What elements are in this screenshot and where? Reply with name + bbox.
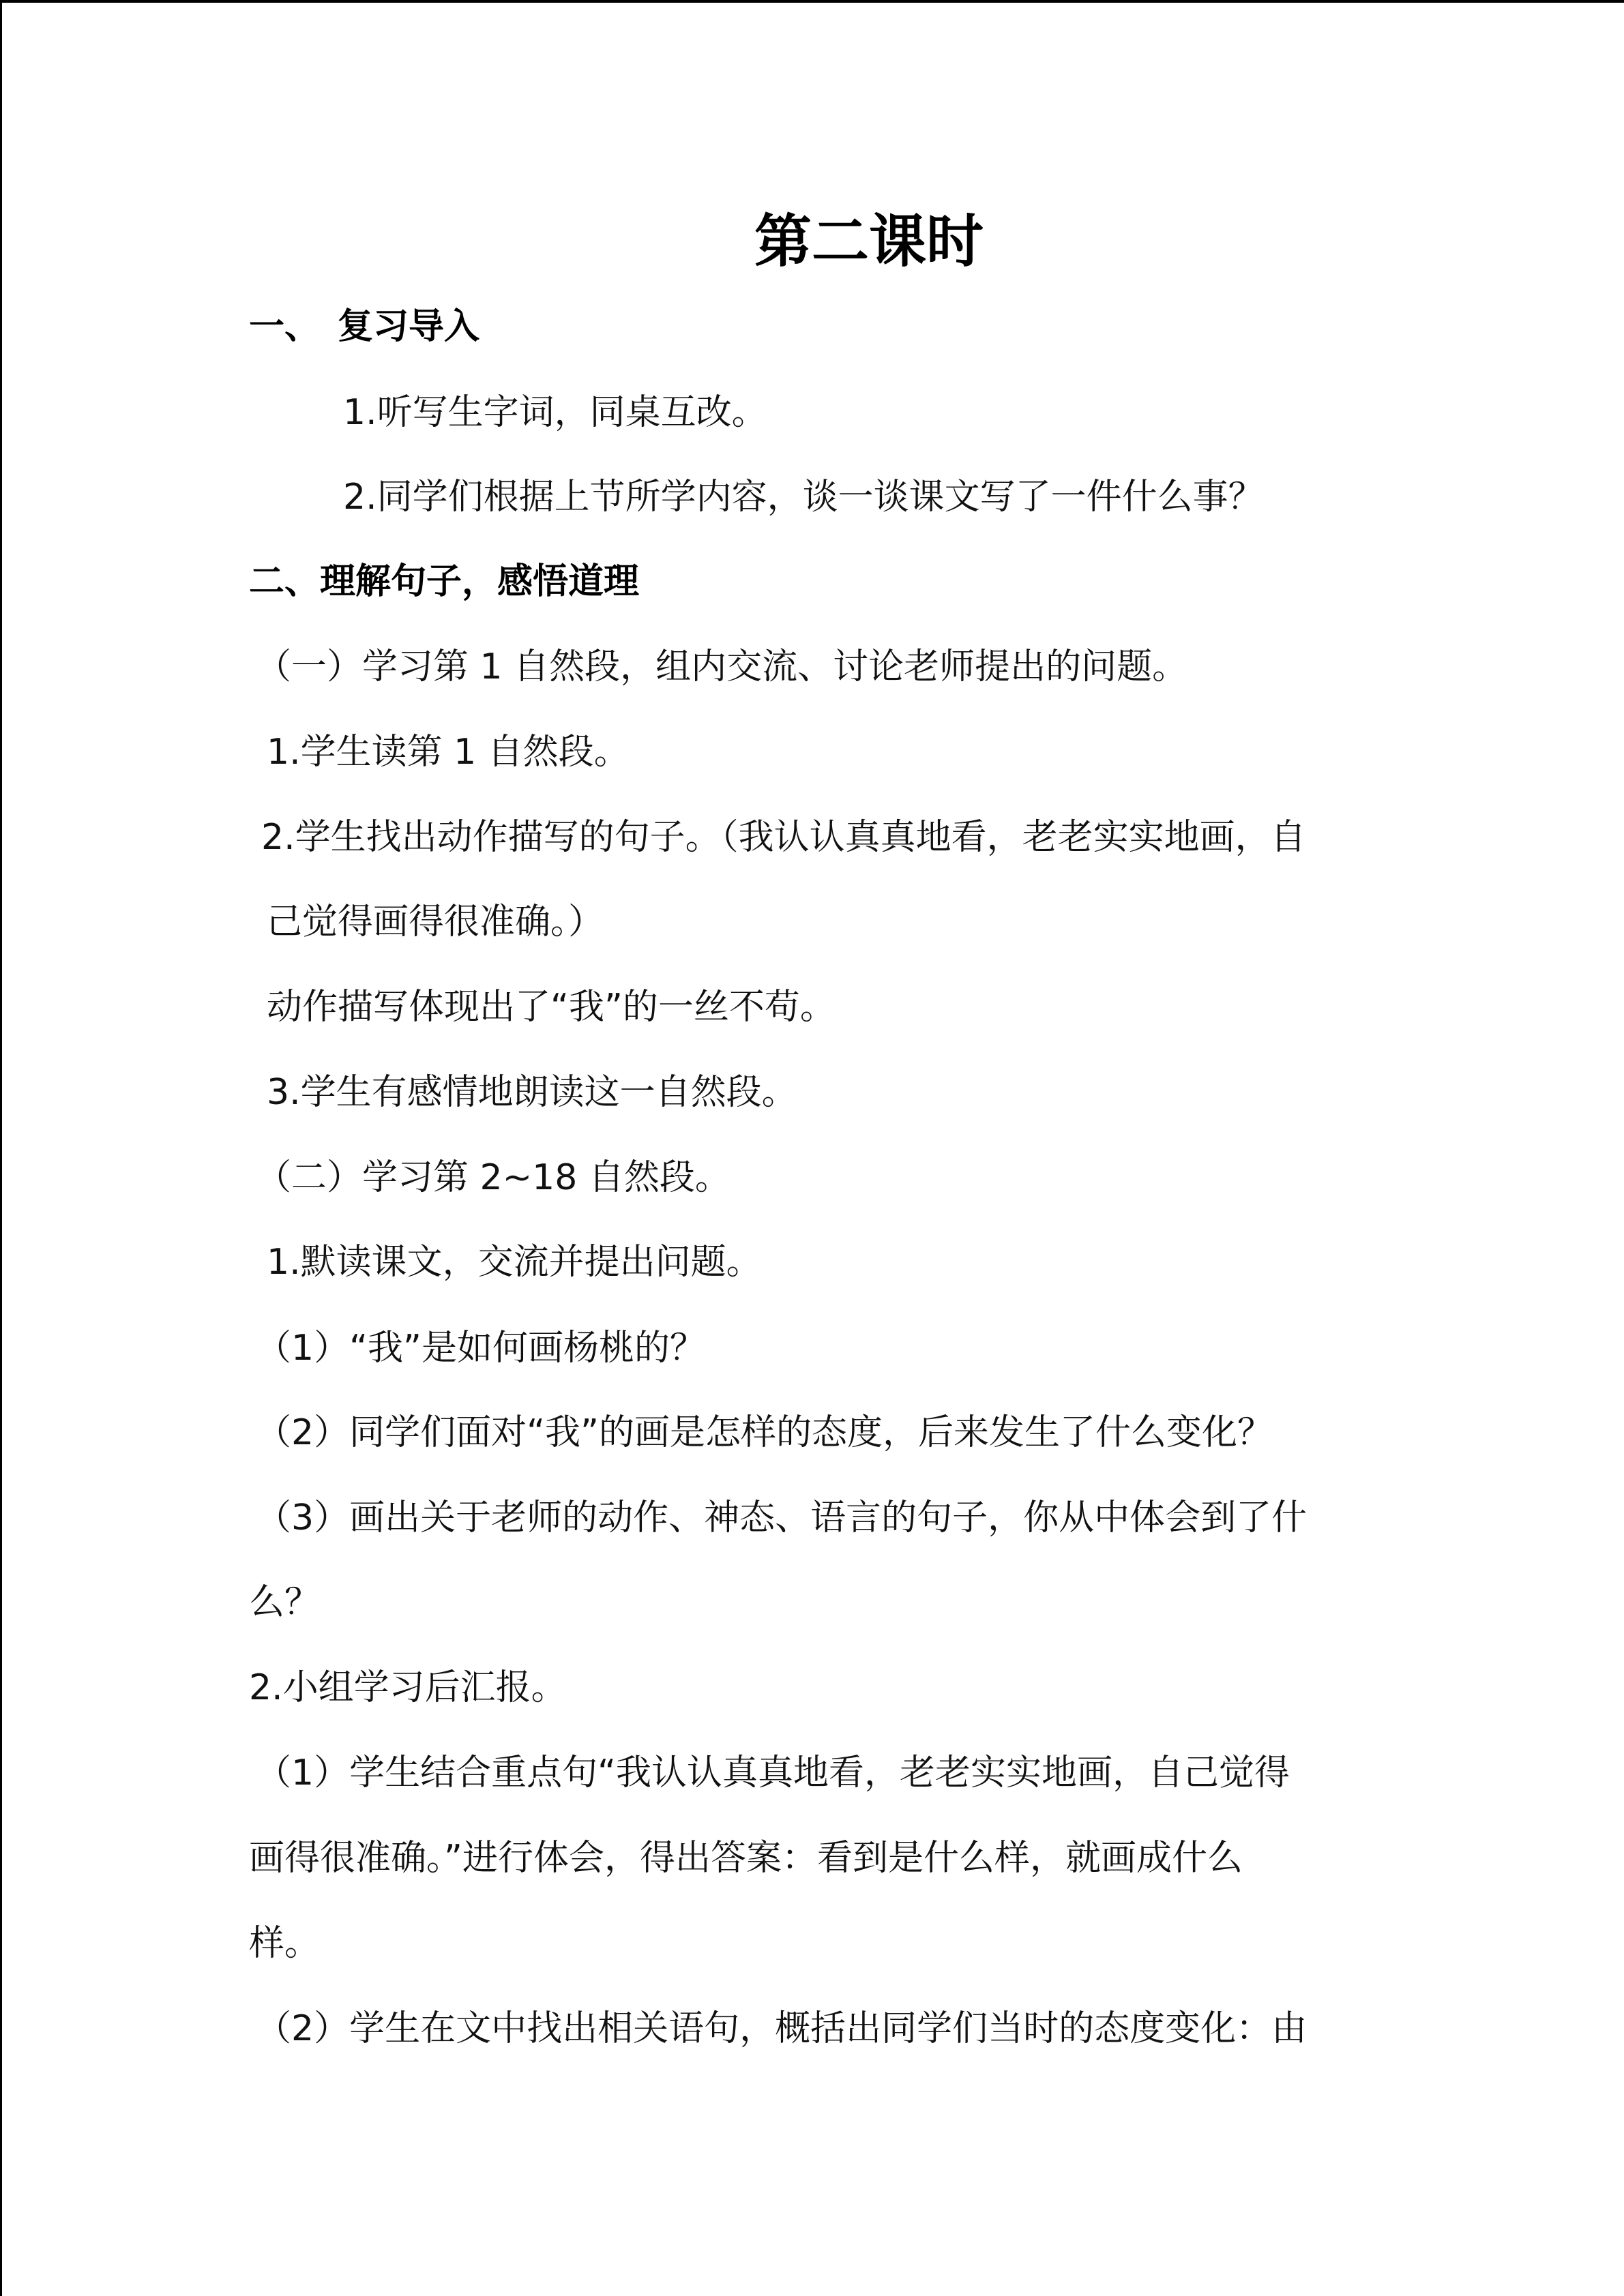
paragraph-1-item-1: 1.学生读第 1 自然段。 xyxy=(267,732,630,773)
paragraph-1-note: 动作描写体现出了“我”的一丝不苟。 xyxy=(267,987,836,1028)
section-heading-review: 一、 复习导入 xyxy=(249,306,480,347)
question-1: （1）“我”是如何画杨桃的？ xyxy=(256,1328,705,1369)
paragraph-1-item-2-line-1: 2.学生找出动作描写的句子。（我认认真真地看，老老实实地画，自 xyxy=(261,817,1306,858)
question-3-line-2: 么？ xyxy=(249,1582,321,1623)
question-3-line-1: （3）画出关于老师的动作、神态、语言的句子，你从中体会到了什 xyxy=(256,1497,1308,1538)
paragraph-1-item-3: 3.学生有感情地朗读这一自然段。 xyxy=(267,1072,797,1113)
section-heading-understanding: 二、理解句子，感悟道理 xyxy=(249,561,640,602)
answer-1-line-2: 画得很准确。”进行体会，得出答案：看到是什么样，就画成什么 xyxy=(249,1838,1243,1879)
part-heading-paragraph-1: （一）学习第 1 自然段，组内交流、讨论老师提出的问题。 xyxy=(256,646,1188,687)
answer-1-line-1: （1）学生结合重点句“我认认真真地看，老老实实地画，自己觉得 xyxy=(256,1753,1290,1793)
review-item-1: 1.听写生字词，同桌互改。 xyxy=(343,392,767,433)
question-2: （2）同学们面对“我”的画是怎样的态度，后来发生了什么变化？ xyxy=(256,1412,1273,1453)
paragraphs-2-18-item-1: 1.默读课文，交流并提出问题。 xyxy=(267,1242,762,1283)
review-item-2: 2.同学们根据上节所学内容，谈一谈课文写了一件什么事？ xyxy=(343,477,1264,518)
page-title: 第二课时 xyxy=(754,207,984,275)
paragraphs-2-18-item-2: 2.小组学习后汇报。 xyxy=(249,1667,567,1708)
paragraph-1-item-2-line-2: 己觉得画得很准确。） xyxy=(267,901,604,942)
answer-2-line-1: （2）学生在文中找出相关语句，概括出同学们当时的态度变化：由 xyxy=(256,2008,1308,2049)
answer-1-line-3: 样。 xyxy=(249,1923,321,1964)
part-heading-paragraphs-2-18: （二）学习第 2~18 自然段。 xyxy=(256,1157,730,1198)
